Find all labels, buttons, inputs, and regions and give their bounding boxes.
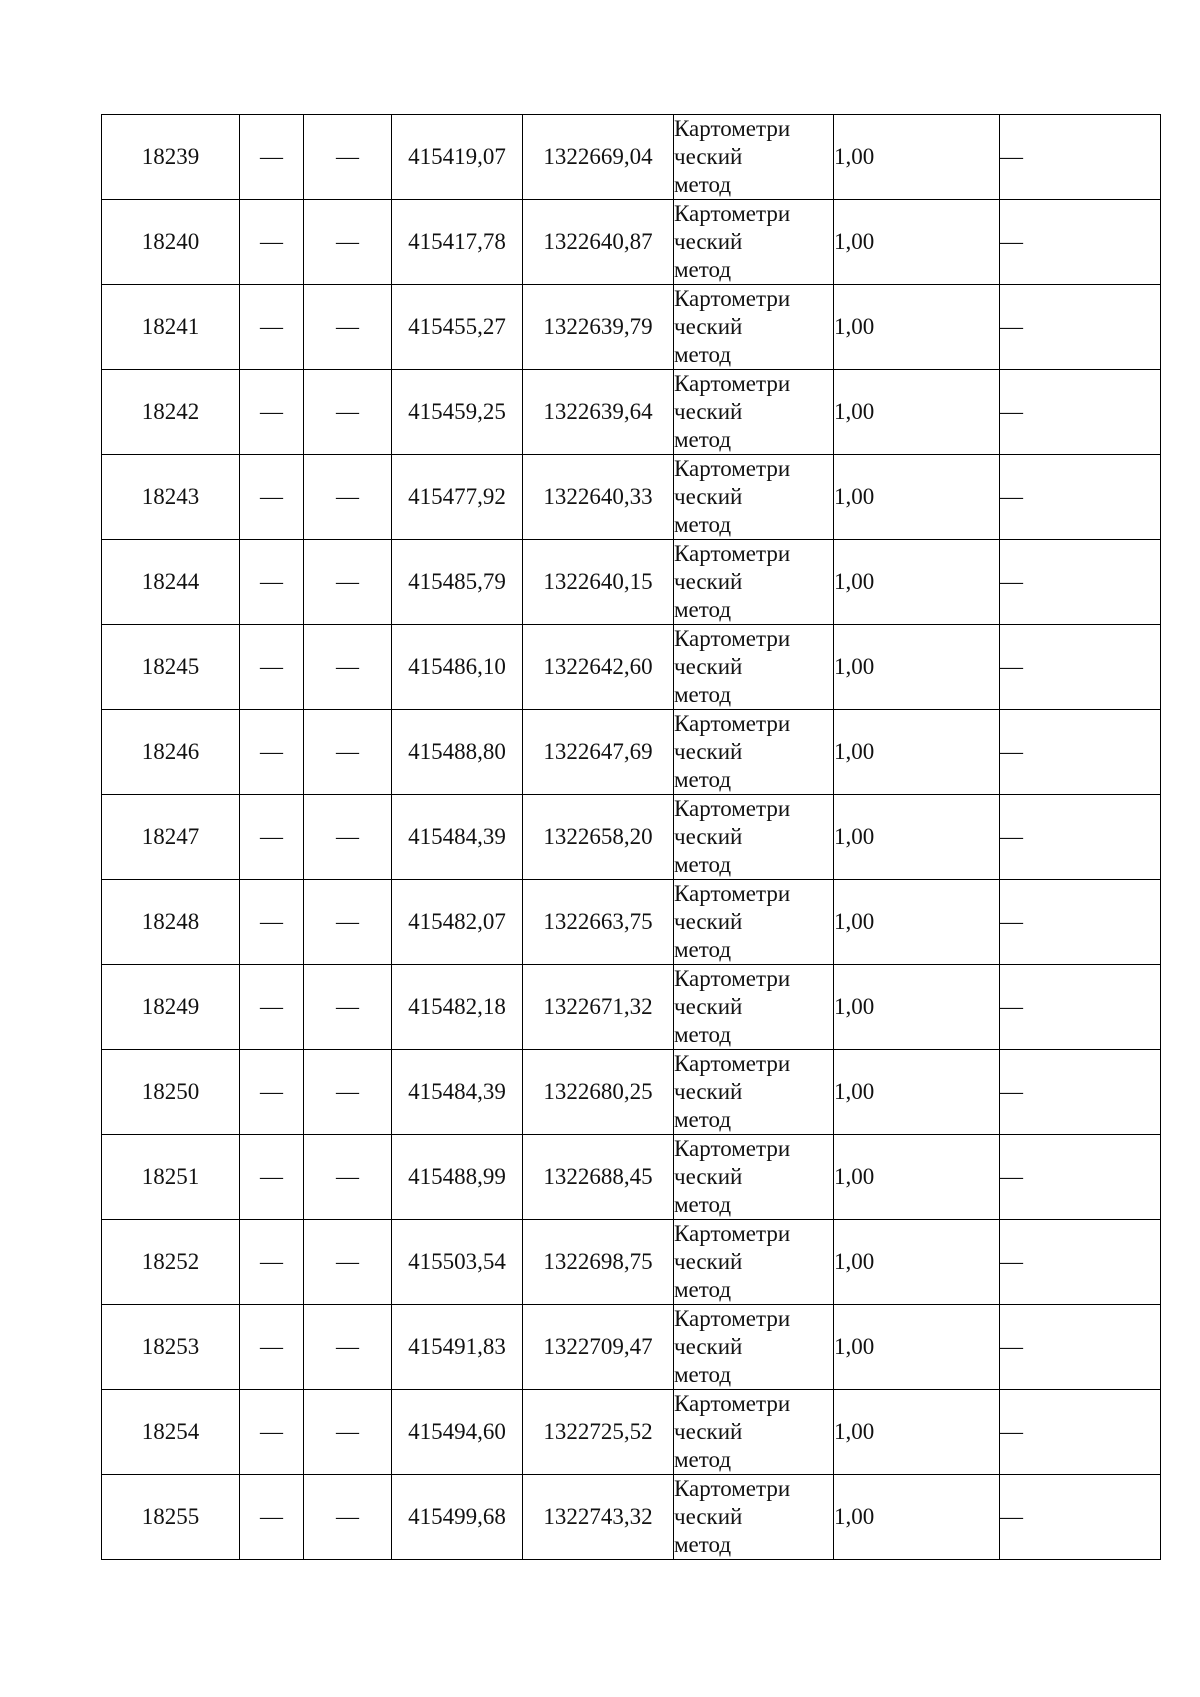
empty-cell-dash: — [1000, 285, 1161, 370]
table-row [102, 1050, 1161, 1135]
method-text-line: ческий [674, 1334, 743, 1359]
empty-cell-dash: — [240, 965, 304, 1050]
method-text-line: ческий [674, 229, 743, 254]
empty-cell-dash: — [1000, 1050, 1161, 1135]
method-text-line: ческий [674, 824, 743, 849]
y-coordinate-cell: 1322639,64 [523, 370, 674, 455]
method-text-line: ческий [674, 654, 743, 679]
empty-cell-dash: — [1000, 1305, 1161, 1390]
point-number-cell: 18241 [102, 285, 240, 370]
empty-cell-dash: — [240, 1050, 304, 1135]
method-text-line: Картометри [674, 1476, 791, 1501]
accuracy-cell: 1,00 [834, 1050, 1000, 1135]
empty-cell-dash: — [1000, 370, 1161, 455]
y-coordinate-cell: 1322640,15 [523, 540, 674, 625]
method-cell [674, 115, 834, 200]
y-coordinate-cell: 1322640,33 [523, 455, 674, 540]
table-row [102, 285, 1161, 370]
coordinates-table [101, 114, 1161, 1560]
empty-cell-dash: — [240, 795, 304, 880]
y-coordinate-cell: 1322709,47 [523, 1305, 674, 1390]
accuracy-cell: 1,00 [834, 1475, 1000, 1560]
method-text-line: метод [674, 427, 732, 452]
method-text-line: метод [674, 1362, 732, 1387]
method-text-line: ческий [674, 1249, 743, 1274]
table-row [102, 200, 1161, 285]
empty-cell-dash: — [304, 965, 392, 1050]
x-coordinate-cell: 415491,83 [392, 1305, 523, 1390]
method-cell [674, 795, 834, 880]
empty-cell-dash: — [1000, 1135, 1161, 1220]
y-coordinate-cell: 1322639,79 [523, 285, 674, 370]
table-row [102, 880, 1161, 965]
accuracy-cell: 1,00 [834, 1135, 1000, 1220]
y-coordinate-cell: 1322671,32 [523, 965, 674, 1050]
method-text-line: ческий [674, 1079, 743, 1104]
x-coordinate-cell: 415488,80 [392, 710, 523, 795]
table-row [102, 455, 1161, 540]
point-number-cell: 18243 [102, 455, 240, 540]
method-text-line: ческий [674, 399, 743, 424]
method-cell [674, 200, 834, 285]
empty-cell-dash: — [1000, 455, 1161, 540]
method-cell [674, 710, 834, 795]
table-row [102, 1475, 1161, 1560]
empty-cell-dash: — [304, 1475, 392, 1560]
y-coordinate-cell: 1322688,45 [523, 1135, 674, 1220]
method-text-line: ческий [674, 144, 743, 169]
x-coordinate-cell: 415485,79 [392, 540, 523, 625]
empty-cell-dash: — [240, 625, 304, 710]
accuracy-cell: 1,00 [834, 200, 1000, 285]
method-text-line: Картометри [674, 881, 791, 906]
empty-cell-dash: — [1000, 1475, 1161, 1560]
method-cell [674, 370, 834, 455]
x-coordinate-cell: 415419,07 [392, 115, 523, 200]
accuracy-cell: 1,00 [834, 625, 1000, 710]
x-coordinate-cell: 415503,54 [392, 1220, 523, 1305]
empty-cell-dash: — [1000, 795, 1161, 880]
method-cell [674, 625, 834, 710]
empty-cell-dash: — [1000, 115, 1161, 200]
method-text-line: метод [674, 1107, 732, 1132]
table-row [102, 1390, 1161, 1475]
table-row [102, 1135, 1161, 1220]
x-coordinate-cell: 415455,27 [392, 285, 523, 370]
table-row [102, 965, 1161, 1050]
table-row [102, 540, 1161, 625]
accuracy-cell: 1,00 [834, 965, 1000, 1050]
empty-cell-dash: — [240, 1305, 304, 1390]
table-row [102, 370, 1161, 455]
method-text-line: Картометри [674, 286, 791, 311]
empty-cell-dash: — [240, 1390, 304, 1475]
accuracy-cell: 1,00 [834, 455, 1000, 540]
method-text-line: метод [674, 852, 732, 877]
empty-cell-dash: — [1000, 1390, 1161, 1475]
method-text-line: ческий [674, 484, 743, 509]
method-text-line: Картометри [674, 1051, 791, 1076]
method-text-line: Картометри [674, 1221, 791, 1246]
accuracy-cell: 1,00 [834, 1305, 1000, 1390]
method-cell [674, 540, 834, 625]
empty-cell-dash: — [304, 880, 392, 965]
point-number-cell: 18248 [102, 880, 240, 965]
point-number-cell: 18254 [102, 1390, 240, 1475]
method-cell [674, 285, 834, 370]
accuracy-cell: 1,00 [834, 880, 1000, 965]
empty-cell-dash: — [304, 1135, 392, 1220]
method-text-line: метод [674, 937, 732, 962]
method-cell [674, 880, 834, 965]
empty-cell-dash: — [304, 1050, 392, 1135]
method-text-line: метод [674, 1447, 732, 1472]
method-cell [674, 455, 834, 540]
method-text-line: ческий [674, 1504, 743, 1529]
x-coordinate-cell: 415477,92 [392, 455, 523, 540]
empty-cell-dash: — [304, 795, 392, 880]
empty-cell-dash: — [1000, 965, 1161, 1050]
empty-cell-dash: — [304, 710, 392, 795]
table-row [102, 115, 1161, 200]
point-number-cell: 18242 [102, 370, 240, 455]
table-row [102, 625, 1161, 710]
x-coordinate-cell: 415459,25 [392, 370, 523, 455]
empty-cell-dash: — [304, 1220, 392, 1305]
method-text-line: метод [674, 767, 732, 792]
empty-cell-dash: — [1000, 625, 1161, 710]
empty-cell-dash: — [240, 1135, 304, 1220]
empty-cell-dash: — [240, 1220, 304, 1305]
method-text-line: метод [674, 682, 732, 707]
method-text-line: метод [674, 597, 732, 622]
empty-cell-dash: — [240, 710, 304, 795]
accuracy-cell: 1,00 [834, 285, 1000, 370]
y-coordinate-cell: 1322658,20 [523, 795, 674, 880]
empty-cell-dash: — [1000, 710, 1161, 795]
empty-cell-dash: — [1000, 200, 1161, 285]
method-cell [674, 1305, 834, 1390]
method-cell [674, 1050, 834, 1135]
empty-cell-dash: — [304, 200, 392, 285]
x-coordinate-cell: 415486,10 [392, 625, 523, 710]
method-text-line: метод [674, 172, 732, 197]
empty-cell-dash: — [304, 1305, 392, 1390]
x-coordinate-cell: 415482,07 [392, 880, 523, 965]
x-coordinate-cell: 415484,39 [392, 795, 523, 880]
empty-cell-dash: — [304, 455, 392, 540]
table-body [102, 115, 1161, 1560]
method-text-line: Картометри [674, 201, 791, 226]
point-number-cell: 18245 [102, 625, 240, 710]
point-number-cell: 18247 [102, 795, 240, 880]
empty-cell-dash: — [240, 880, 304, 965]
accuracy-cell: 1,00 [834, 1390, 1000, 1475]
x-coordinate-cell: 415499,68 [392, 1475, 523, 1560]
method-text-line: метод [674, 512, 732, 537]
y-coordinate-cell: 1322743,32 [523, 1475, 674, 1560]
method-text-line: Картометри [674, 626, 791, 651]
accuracy-cell: 1,00 [834, 795, 1000, 880]
x-coordinate-cell: 415417,78 [392, 200, 523, 285]
table-row [102, 1220, 1161, 1305]
empty-cell-dash: — [240, 285, 304, 370]
method-cell [674, 1475, 834, 1560]
method-text-line: Картометри [674, 966, 791, 991]
method-text-line: ческий [674, 1164, 743, 1189]
accuracy-cell: 1,00 [834, 710, 1000, 795]
empty-cell-dash: — [304, 115, 392, 200]
point-number-cell: 18246 [102, 710, 240, 795]
table-row [102, 710, 1161, 795]
method-text-line: Картометри [674, 1136, 791, 1161]
method-text-line: ческий [674, 909, 743, 934]
y-coordinate-cell: 1322647,69 [523, 710, 674, 795]
method-text-line: ческий [674, 314, 743, 339]
point-number-cell: 18252 [102, 1220, 240, 1305]
method-text-line: метод [674, 1022, 732, 1047]
empty-cell-dash: — [304, 285, 392, 370]
point-number-cell: 18250 [102, 1050, 240, 1135]
x-coordinate-cell: 415488,99 [392, 1135, 523, 1220]
method-text-line: Картометри [674, 116, 791, 141]
method-text-line: ческий [674, 994, 743, 1019]
x-coordinate-cell: 415482,18 [392, 965, 523, 1050]
empty-cell-dash: — [240, 1475, 304, 1560]
method-text-line: метод [674, 1277, 732, 1302]
method-cell [674, 1135, 834, 1220]
empty-cell-dash: — [240, 115, 304, 200]
y-coordinate-cell: 1322663,75 [523, 880, 674, 965]
point-number-cell: 18251 [102, 1135, 240, 1220]
empty-cell-dash: — [304, 625, 392, 710]
empty-cell-dash: — [1000, 540, 1161, 625]
method-text-line: Картометри [674, 796, 791, 821]
method-text-line: Картометри [674, 1306, 791, 1331]
point-number-cell: 18249 [102, 965, 240, 1050]
x-coordinate-cell: 415494,60 [392, 1390, 523, 1475]
y-coordinate-cell: 1322698,75 [523, 1220, 674, 1305]
y-coordinate-cell: 1322680,25 [523, 1050, 674, 1135]
point-number-cell: 18239 [102, 115, 240, 200]
point-number-cell: 18244 [102, 540, 240, 625]
method-cell [674, 1390, 834, 1475]
empty-cell-dash: — [240, 455, 304, 540]
empty-cell-dash: — [1000, 880, 1161, 965]
y-coordinate-cell: 1322669,04 [523, 115, 674, 200]
empty-cell-dash: — [1000, 1220, 1161, 1305]
accuracy-cell: 1,00 [834, 540, 1000, 625]
method-text-line: Картометри [674, 371, 791, 396]
empty-cell-dash: — [304, 370, 392, 455]
empty-cell-dash: — [240, 370, 304, 455]
method-text-line: метод [674, 1192, 732, 1217]
method-text-line: ческий [674, 1419, 743, 1444]
point-number-cell: 18253 [102, 1305, 240, 1390]
accuracy-cell: 1,00 [834, 115, 1000, 200]
method-text-line: Картометри [674, 456, 791, 481]
method-text-line: ческий [674, 569, 743, 594]
accuracy-cell: 1,00 [834, 370, 1000, 455]
method-text-line: Картометри [674, 711, 791, 736]
method-text-line: ческий [674, 739, 743, 764]
table-row [102, 1305, 1161, 1390]
method-cell [674, 965, 834, 1050]
method-text-line: Картометри [674, 1391, 791, 1416]
empty-cell-dash: — [304, 1390, 392, 1475]
empty-cell-dash: — [304, 540, 392, 625]
y-coordinate-cell: 1322642,60 [523, 625, 674, 710]
y-coordinate-cell: 1322640,87 [523, 200, 674, 285]
method-text-line: метод [674, 257, 732, 282]
x-coordinate-cell: 415484,39 [392, 1050, 523, 1135]
y-coordinate-cell: 1322725,52 [523, 1390, 674, 1475]
empty-cell-dash: — [240, 540, 304, 625]
point-number-cell: 18255 [102, 1475, 240, 1560]
method-text-line: Картометри [674, 541, 791, 566]
table-row [102, 795, 1161, 880]
method-text-line: метод [674, 1532, 732, 1557]
point-number-cell: 18240 [102, 200, 240, 285]
method-text-line: метод [674, 342, 732, 367]
empty-cell-dash: — [240, 200, 304, 285]
accuracy-cell: 1,00 [834, 1220, 1000, 1305]
method-cell [674, 1220, 834, 1305]
